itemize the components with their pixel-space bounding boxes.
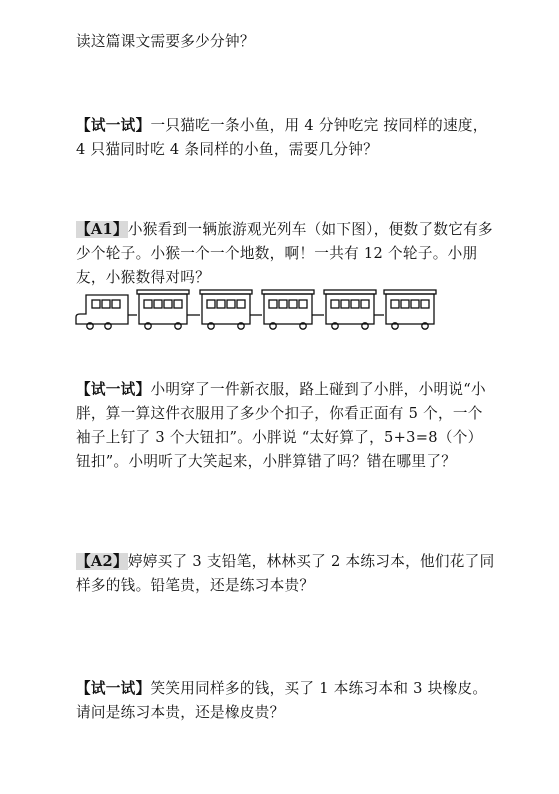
question-monkey-train [76, 218, 496, 290]
question-buttons [76, 378, 496, 474]
question-pencil-notebook [76, 550, 496, 598]
question-text: 婷婷买了 3 支铅笔，林林买了 2 本练习本，他们花了同样多的钱。铅笔贵，还是练习本贵？ [76, 553, 495, 594]
question-text: 小明穿了一件新衣服，路上碰到了小胖，小明说“小胖，算一算这件衣服用了多少个扣子，你看正面有 5 个，一个袖子上钉了 3 个大钮扣”。小胖说 “太好算了，5+3=8（个）钮扣”。小明听了大笑起来，小胖算错了吗？错在哪里了？ [76, 381, 486, 470]
question-notebook-eraser [76, 677, 496, 725]
question-text: 读这篇课文需要多少分钟？ [76, 33, 255, 50]
question-text: 笑笑用同样多的钱，买了 1 本练习本和 3 块橡皮。请问是练习本贵，还是橡皮贵？ [76, 680, 488, 721]
question-tag: 【A2】 [76, 553, 128, 570]
question-tag: 【试一试】 [76, 117, 151, 134]
question-tag: 【试一试】 [76, 680, 151, 697]
train-illustration [74, 289, 438, 331]
question-tag: 【试一试】 [76, 381, 151, 398]
question-reading-time [76, 30, 496, 54]
question-text: 小猴看到一辆旅游观光列车（如下图），便数了数它有多少个轮子。小猴一个一个地数，啊！一共有 12 个轮子。小朋友，小猴数得对吗？ [76, 221, 493, 286]
question-tag: 【A1】 [76, 221, 128, 238]
question-cat-fish [76, 114, 496, 162]
question-text: 一只猫吃一条小鱼，用 4 分钟吃完 按同样的速度，4 只猫同时吃 4 条同样的小鱼，需要几分钟？ [76, 117, 488, 158]
